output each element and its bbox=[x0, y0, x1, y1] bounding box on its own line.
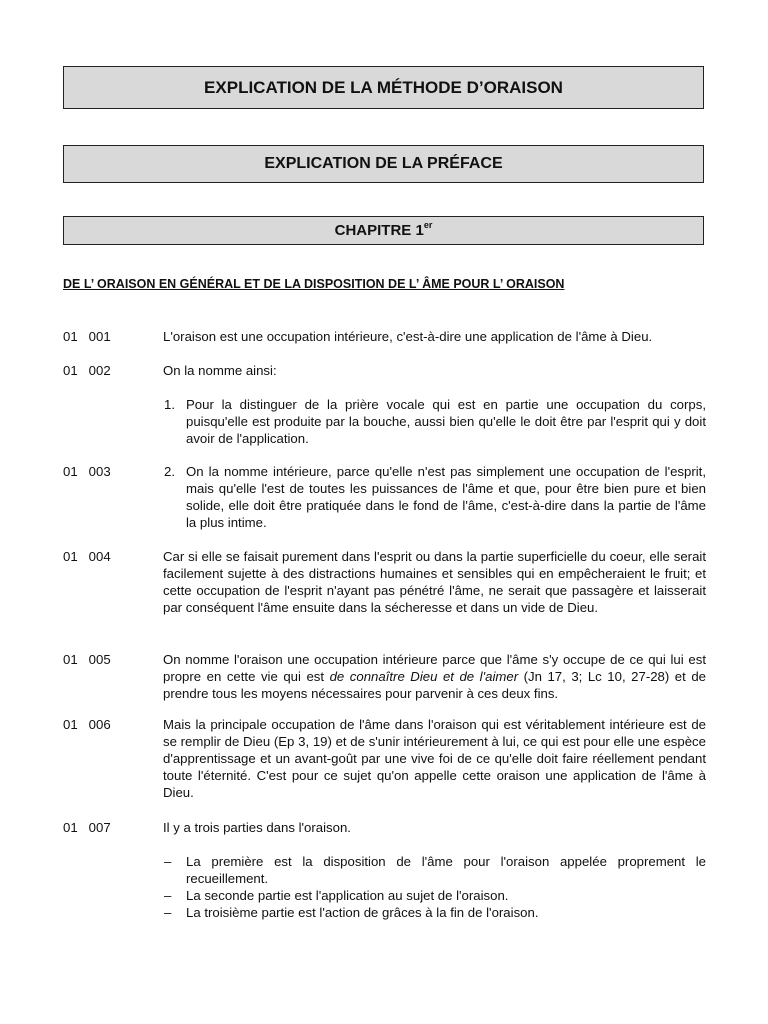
chapter-superscript: er bbox=[423, 220, 433, 230]
paragraph-number: 01 004 bbox=[63, 549, 111, 564]
paragraph-number: 01 003 bbox=[63, 464, 111, 479]
chapter-heading bbox=[63, 216, 704, 245]
list-item-1 bbox=[164, 396, 706, 447]
list-marker: – bbox=[164, 905, 172, 920]
list-marker: – bbox=[164, 888, 172, 903]
list-marker: – bbox=[164, 854, 172, 869]
list-marker: 2. bbox=[164, 464, 175, 479]
list-item-text: La seconde partie est l'application au sujet de l'oraison. bbox=[186, 888, 509, 903]
list-item-text: La troisième partie est l'action de grâces à la fin de l'oraison. bbox=[186, 905, 539, 920]
paragraph-01-005 bbox=[63, 651, 706, 702]
paragraph-text: Mais la principale occupation de l'âme dans l'oraison qui est véritablement intérieure est de se remplir de Dieu (Ep 3, 19) et de s'unir intérieurement à lui, ce qui est pour elle une espèce d'apprentissage et un avant-goût par une vive foi de ce qu'elle doit faire réellement pendant toute l'éternité. C'est pour ce sujet qu'on appelle cette oraison une application de l'âme à Dieu. bbox=[163, 717, 706, 800]
list-marker: 1. bbox=[164, 397, 175, 412]
paragraph-text bbox=[163, 651, 706, 702]
list-item-text: Pour la distinguer de la prière vocale qui est en partie une occupation du corps, puisqu'elle est produite par la bouche, aussi bien qu'elle le doit être par l'esprit qui y doit avoir de l'application. bbox=[186, 397, 706, 446]
paragraph-01-007 bbox=[63, 819, 706, 836]
list-item-part-3 bbox=[164, 904, 706, 921]
list-item-text: La première est la disposition de l'âme pour l'oraison appelée proprement le recueillement. bbox=[186, 854, 706, 886]
chapter-label: CHAPITRE 1 bbox=[334, 222, 424, 239]
document-title: EXPLICATION DE LA MÉTHODE D’ORAISON bbox=[63, 66, 704, 109]
paragraph-text-italic: de connaître Dieu et de l'aimer bbox=[329, 669, 519, 684]
paragraph-01-004 bbox=[63, 548, 706, 616]
paragraph-number: 01 005 bbox=[63, 652, 111, 667]
paragraph-text: On la nomme ainsi: bbox=[163, 363, 277, 378]
paragraph-01-002 bbox=[63, 362, 706, 379]
paragraph-text-start: On nomme l'oraison une occupation intérieure parce que l'âme s'y occupe de ce qui lui est propre en cette vie qui est bbox=[163, 652, 706, 684]
paragraph-text: Il y a trois parties dans l'oraison. bbox=[163, 820, 351, 835]
list-item-part-1 bbox=[164, 853, 706, 887]
paragraph-number: 01 001 bbox=[63, 329, 111, 344]
paragraph-number: 01 006 bbox=[63, 717, 111, 732]
paragraph-text: Car si elle se faisait purement dans l'esprit ou dans la partie superficielle du coeur, elle serait facilement sujette à des distractions humaines et sensibles qui en empêcheraient le fruit; et cette occupation de l'esprit n'ayant pas pénétré l'âme, ne serait que passagère et laisserait par conséquent l'âme ensuite dans la sécheresse et dans un vide de Dieu. bbox=[163, 549, 706, 615]
preface-heading: EXPLICATION DE LA PRÉFACE bbox=[63, 145, 704, 183]
paragraph-01-001 bbox=[63, 328, 706, 345]
paragraph-text: L'oraison est une occupation intérieure, c'est-à-dire une application de l'âme à Dieu. bbox=[163, 329, 653, 344]
paragraph-number: 01 007 bbox=[63, 820, 111, 835]
paragraph-text-end: (Jn 17, 3; Lc 10, 27-28) et de prendre tous les moyens nécessaires pour parvenir à ces deux fins. bbox=[163, 669, 706, 701]
list-item-2 bbox=[164, 463, 706, 531]
section-subtitle: DE L’ ORAISON EN GÉNÉRAL ET DE LA DISPOSITION DE L’ ÂME POUR L’ ORAISON bbox=[63, 277, 565, 291]
list-item-text: On la nomme intérieure, parce qu'elle n'est pas simplement une occupation de l'esprit, mais qu'elle l'est de toutes les puissances de l'âme et que, pour être bien pure et bien solide, elle doit être pratiquée dans le fond de l'âme, c'est-à-dire dans la partie de l'âme la plus intime. bbox=[186, 464, 706, 530]
paragraph-01-006 bbox=[63, 716, 706, 801]
paragraph-number: 01 002 bbox=[63, 363, 111, 378]
list-item-part-2 bbox=[164, 887, 706, 904]
